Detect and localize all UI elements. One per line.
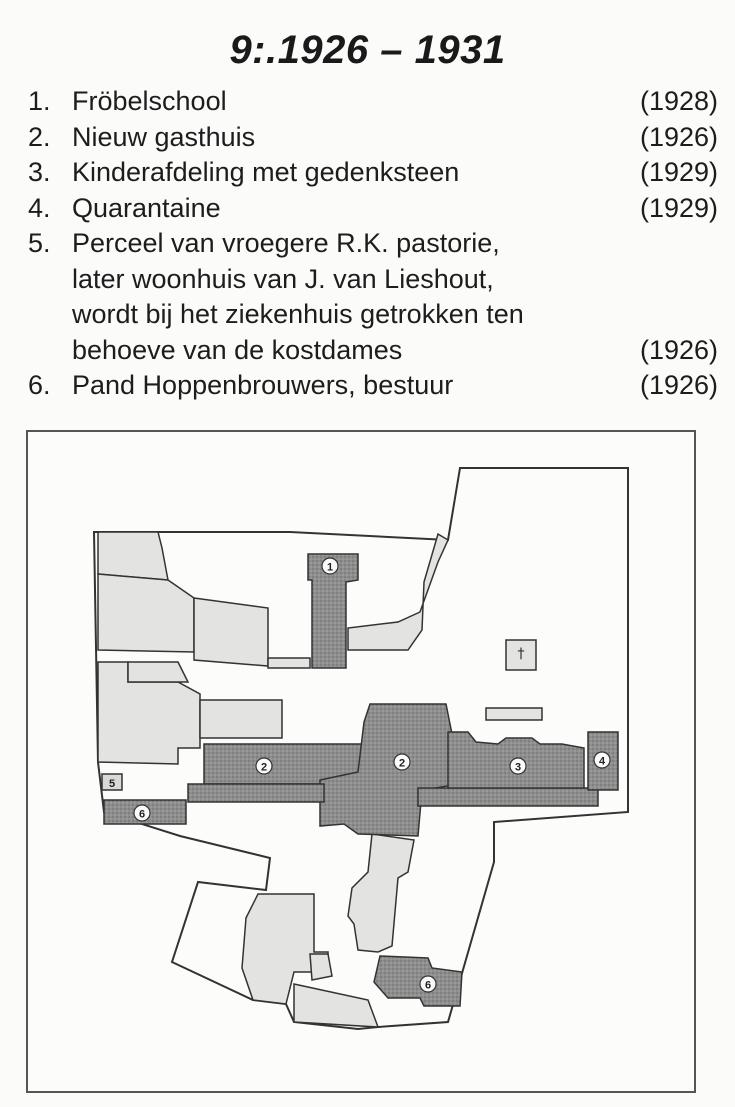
legend-item-5-line-2 xyxy=(28,262,718,298)
legend-label: behoeve van de kostdames xyxy=(72,334,403,365)
map-marker-5 xyxy=(134,805,150,821)
map-marker-6 xyxy=(420,976,436,992)
legend-number: 6. xyxy=(28,370,51,400)
legend-item-5-line-4 xyxy=(28,333,718,369)
legend-year: (1929) xyxy=(639,192,718,223)
legend-label: later woonhuis van J. van Lieshout, xyxy=(72,263,494,294)
map-marker-label: 2 xyxy=(398,757,406,770)
map-marker-label: 3 xyxy=(514,761,522,774)
map-marker-2-main xyxy=(394,754,410,770)
cross-icon: † xyxy=(517,646,525,662)
legend-item-3 xyxy=(28,155,718,191)
building-6 xyxy=(374,956,462,1006)
map-marker-3 xyxy=(510,758,526,774)
map-marker-5-box xyxy=(109,778,115,790)
map-marker-label: 6 xyxy=(424,979,432,992)
map-marker-label: 1 xyxy=(326,561,334,574)
map-marker-4 xyxy=(594,752,610,768)
legend-label: Quarantaine xyxy=(72,192,221,223)
connector-corridor-east xyxy=(418,788,598,806)
legend-item-5-line-3 xyxy=(28,297,718,333)
legend-number: 5. xyxy=(28,228,51,258)
legend-year: (1926) xyxy=(639,370,718,400)
legend-label: wordt bij het ziekenhuis getrokken ten xyxy=(72,299,524,329)
legend-item-4 xyxy=(28,191,718,227)
connector-corridor xyxy=(188,784,324,802)
legend-label: Kinderafdeling met gedenksteen xyxy=(72,157,460,187)
legend-list xyxy=(28,84,718,404)
site-plan-map xyxy=(26,430,696,1093)
site-plan-drawing xyxy=(28,432,698,1095)
legend-item-2 xyxy=(28,120,718,156)
map-marker-label: 2 xyxy=(260,761,268,774)
legend-label: Perceel van vroegere R.K. pastorie, xyxy=(72,228,500,258)
legend-year: (1926) xyxy=(639,334,718,365)
legend-number: 3. xyxy=(28,157,51,187)
legend-year: (1928) xyxy=(639,86,718,116)
legend-label: Pand Hoppenbrouwers, bestuur xyxy=(72,370,454,400)
legend-item-6 xyxy=(28,368,718,404)
map-marker-label: 4 xyxy=(598,755,606,768)
map-marker-label: 5 xyxy=(108,778,116,790)
legend-label: Fröbelschool xyxy=(72,86,227,116)
legend-label: Nieuw gasthuis xyxy=(72,121,256,152)
legend-item-5 xyxy=(28,226,718,262)
map-marker-label: 6 xyxy=(138,808,146,821)
map-marker-2-wing xyxy=(256,758,272,774)
legend-year: (1926) xyxy=(639,121,718,152)
legend-year: (1929) xyxy=(639,157,718,187)
page-title: 9:.1926 – 1931 xyxy=(229,28,506,72)
legend-number: 1. xyxy=(28,86,51,116)
legend-item-1 xyxy=(28,84,718,120)
map-marker-1 xyxy=(322,558,338,574)
legend-number: 4. xyxy=(28,192,51,223)
legend-number: 2. xyxy=(28,121,51,152)
